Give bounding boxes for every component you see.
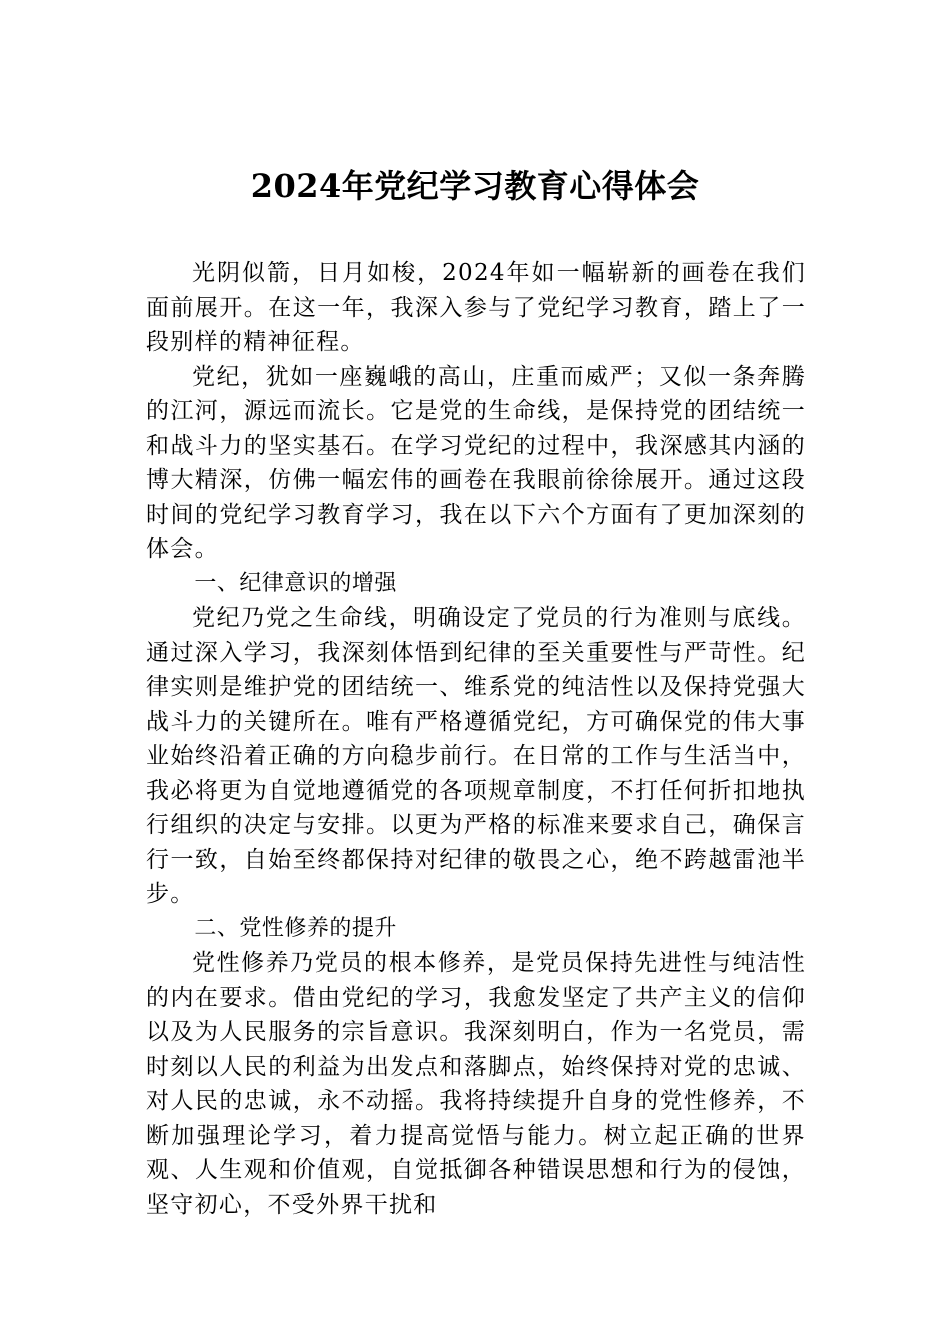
intro-paragraph: 党纪，犹如一座巍峨的高山，庄重而威严；又似一条奔腾的江河，源远而流长。它是党的生命线，是保持党的团结统一和战斗力的坚实基石。在学习党纪的过程中，我深感其内涵的博大精深，仿佛一幅宏伟的画卷在我眼前徐徐展开。通过这段时间的党纪学习教育学习，我在以下六个方面有了更加深刻的体会。 <box>146 363 806 562</box>
section-paragraph: 党纪乃党之生命线，明确设定了党员的行为准则与底线。通过深入学习，我深刻体悟到纪律的至关重要性与严苛性。纪律实则是维护党的团结统一、维系党的纯洁性以及保持党强大战斗力的关键所在。唯有严格遵循党纪，方可确保党的伟大事业始终沿着正确的方向稳步前行。在日常的工作与生活当中，我必将更为自觉地遵循党的各项规章制度，不打任何折扣地执行组织的决定与安排。以更为严格的标准来要求自己，确保言行一致，自始至终都保持对纪律的敬畏之心，绝不跨越雷池半步。 <box>146 605 806 907</box>
section-paragraph: 党性修养乃党员的根本修养，是党员保持先进性与纯洁性的内在要求。借由党纪的学习，我愈发坚定了共产主义的信仰以及为人民服务的宗旨意识。我深刻明白，作为一名党员，需时刻以人民的利益为出发点和落脚点，始终保持对党的忠诚、对人民的忠诚，永不动摇。我将持续提升自身的党性修养，不断加强理论学习，着力提高觉悟与能力。树立起正确的世界观、人生观和价值观，自觉抵御各种错误思想和行为的侵蚀，坚守初心，不受外界干扰和 <box>146 950 806 1218</box>
document-body <box>146 256 806 1222</box>
section-heading: 二、党性修养的提升 <box>194 915 397 941</box>
section-heading: 一、纪律意识的增强 <box>194 570 397 596</box>
document-title: 2024年党纪学习教育心得体会 <box>250 167 700 205</box>
intro-paragraph: 光阴似箭，日月如梭，2024年如一幅崭新的画卷在我们面前展开。在这一年，我深入参与了党纪学习教育，踏上了一段别样的精神征程。 <box>146 260 806 355</box>
